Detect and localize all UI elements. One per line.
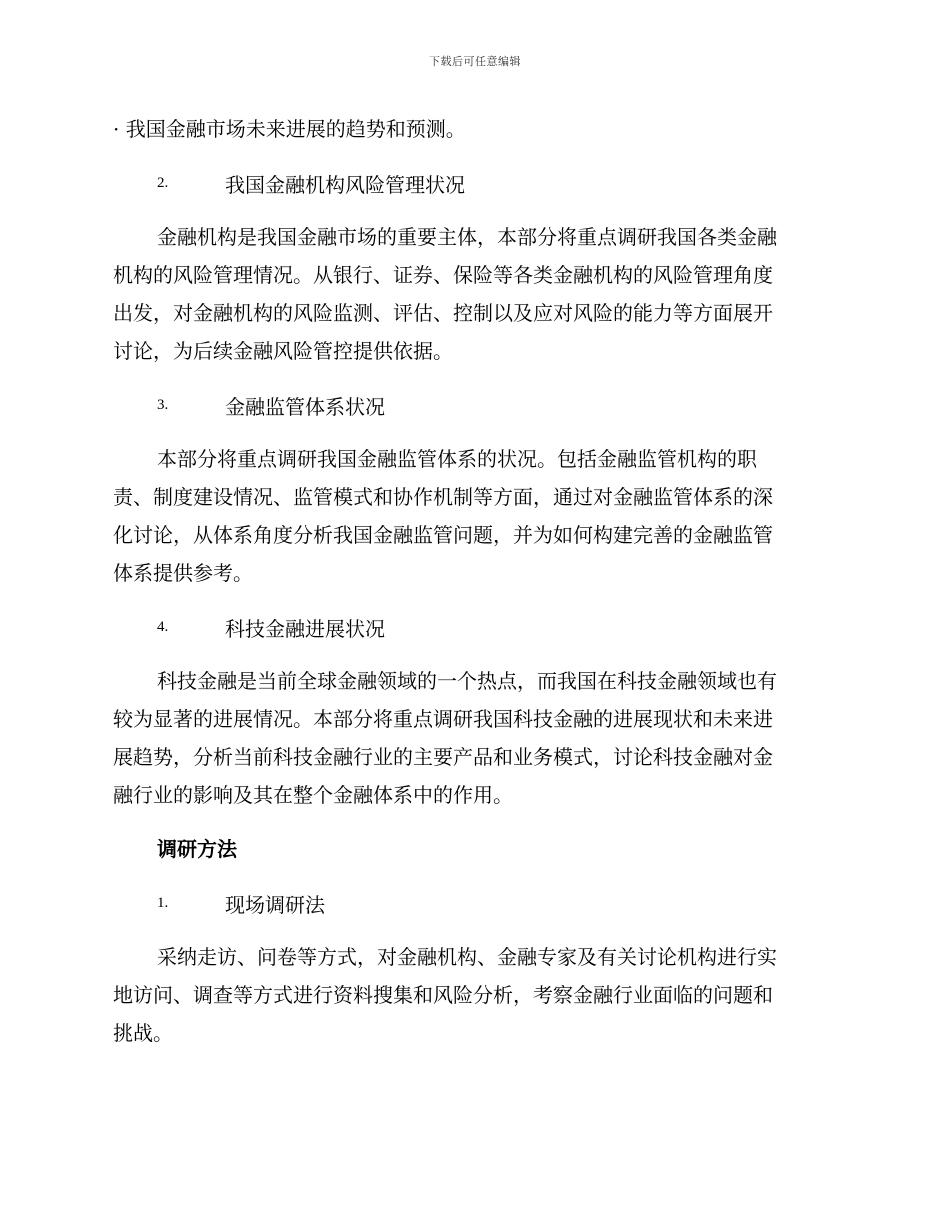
section-number: 1. (157, 894, 169, 911)
paragraph-line: 较为显著的进展情况。本部分将重点调研我国科技金融的进展现状和未来进 (113, 707, 773, 731)
section-number: 4. (157, 618, 169, 635)
method-heading-1 (113, 884, 835, 922)
paragraph-line: 地访问、调查等方式进行资料搜集和风险分析，考察金融行业面临的问题和 (113, 983, 773, 1007)
section-paragraph-2 (113, 218, 835, 370)
section-title: 我国金融机构风险管理状况 (225, 172, 465, 197)
paragraph-line: 融行业的影响及其在整个金融体系中的作用。 (113, 783, 513, 807)
paragraph-line: 出发，对金融机构的风险监测、评估、控制以及应对风险的能力等方面展开 (113, 301, 773, 325)
method-paragraph-1 (113, 938, 835, 1052)
methods-heading: 调研方法 (157, 837, 237, 861)
paragraph-line: 责、制度建设情况、监管模式和协作机制等方面，通过对金融监管体系的深 (113, 485, 773, 509)
section-paragraph-3 (113, 440, 835, 592)
section-title: 现场调研法 (225, 892, 325, 917)
section-title: 科技金融进展状况 (225, 616, 385, 641)
paragraph-line: 讨论，为后续金融风险管控提供依据。 (113, 339, 453, 363)
paragraph-line: 展趋势，分析当前科技金融行业的主要产品和业务模式，讨论科技金融对金 (113, 745, 773, 769)
paragraph-line: 金融机构是我国金融市场的重要主体，本部分将重点调研我国各类金融 (157, 225, 777, 249)
paragraph-line: 体系提供参考。 (113, 561, 253, 585)
document-body (113, 110, 835, 1068)
section-heading-2 (113, 164, 835, 202)
paragraph-line: 化讨论，从体系角度分析我国金融监管问题，并为如何构建完善的金融监管 (113, 523, 773, 547)
section-heading-4 (113, 608, 835, 646)
paragraph-line: 本部分将重点调研我国金融监管体系的状况。包括金融监管机构的职 (157, 447, 757, 471)
bullet-item: · 我国金融市场未来进展的趋势和预测。 (113, 117, 466, 141)
section-paragraph-4 (113, 662, 835, 814)
paragraph-line: 采纳走访、问卷等方式，对金融机构、金融专家及有关讨论机构进行实 (157, 945, 777, 969)
page-header: 下载后可任意编辑 (429, 55, 521, 68)
section-title: 金融监管体系状况 (225, 394, 385, 419)
section-heading-3 (113, 386, 835, 424)
section-number: 2. (157, 174, 169, 191)
paragraph-line: 机构的风险管理情况。从银行、证券、保险等各类金融机构的风险管理角度 (113, 263, 773, 287)
paragraph-line: 挑战。 (113, 1021, 173, 1045)
paragraph-line: 科技金融是当前全球金融领域的一个热点，而我国在科技金融领域也有 (157, 669, 777, 693)
section-number: 3. (157, 396, 169, 413)
